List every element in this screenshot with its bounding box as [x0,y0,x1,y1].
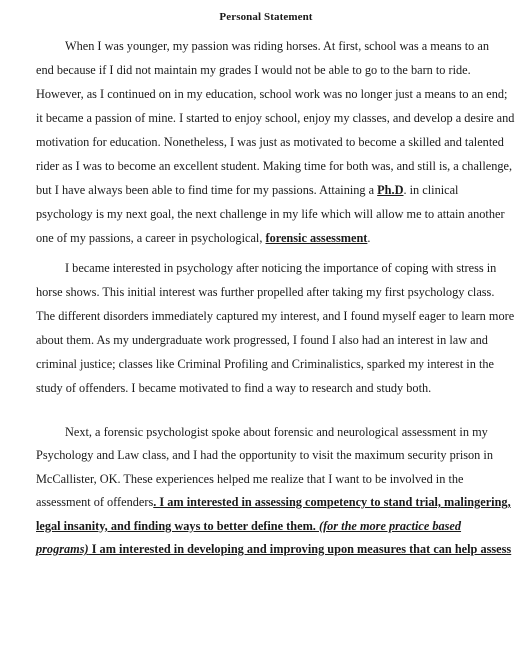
line-text: one of my passions, a career in psychological, [36,231,266,245]
paragraph-1-line-5: motivation for education. Nonetheless, I was just as motivated to become a skilled and talented [36,135,504,149]
paragraph-3-line-4 [36,493,511,511]
paragraph-3-line-5 [36,517,461,535]
paragraph-3-line-1: Next, a forensic psychologist spoke about forensic and neurological assessment in my [65,425,488,439]
paragraph-2-line-1: I became interested in psychology after noticing the importance of coping with stress in [65,261,497,275]
paragraph-1-line-1: When I was younger, my passion was riding horses. At first, school was a means to an [65,39,490,53]
document-title: Personal Statement [219,11,313,23]
line-text: . in clinical [403,183,459,197]
paragraph-1-line-4: it became a passion of mine. I started to enjoy school, enjoy my classes, and develop a desire and [36,111,515,125]
paragraph-1-line-3: However, as I continued on in my education, school work was no longer just a means to an end; [36,87,508,101]
paragraph-3-line-3: McCallister, OK. These experiences helped me realize that I want to be involved in the [36,472,464,486]
forensic-assessment-emphasis: forensic assessment [265,231,368,245]
line-text: . [367,231,371,245]
practice-based-note: (for the more practice based [318,519,462,533]
paragraph-1-line-9 [36,229,370,247]
paragraph-2-line-4: about them. As my undergraduate work progressed, I found I also had an interest in law and [36,333,488,347]
paragraph-3-line-2: Psychology and Law class, and I had the opportunity to visit the maximum security prison in [36,448,493,462]
paragraph-1-line-6: rider as I was to become an excellent student. Making time for both was, and still is, a challenge, [36,159,513,173]
competency-emphasis: . I am interested in assessing competency to stand trial, malingering, [153,495,511,509]
paragraph-1-line-2: end because if I did not maintain my grades I would not be able to go to the barn to ride. [36,63,471,77]
measures-emphasis: I am interested in developing and improving upon measures that can help assess [88,542,512,556]
paragraph-1-line-8: psychology is my next goal, the next challenge in my life which will allow me to attain another [36,207,505,221]
phd-emphasis: Ph.D [377,183,404,197]
line-text: assessment of offenders [36,495,154,509]
paragraph-1-line-7 [36,181,458,199]
programs-note: programs) [36,542,89,556]
paragraph-2-line-5: criminal justice; classes like Criminal Profiling and Criminalistics, sparked my interest in the [36,357,494,371]
paragraph-2-line-3: The different disorders immediately captured my interest, and I found myself eager to learn more [36,309,515,323]
paragraph-3-line-6 [36,540,511,558]
paragraph-2-line-2: horse shows. This initial interest was further propelled after taking my first psychology class. [36,285,495,299]
legal-insanity-emphasis: legal insanity, and finding ways to better define them. [36,519,319,533]
paragraph-2-line-6: study of offenders. I became motivated to find a way to research and study both. [36,381,432,395]
line-text: but I have always been able to find time for my passions. Attaining a [36,183,378,197]
